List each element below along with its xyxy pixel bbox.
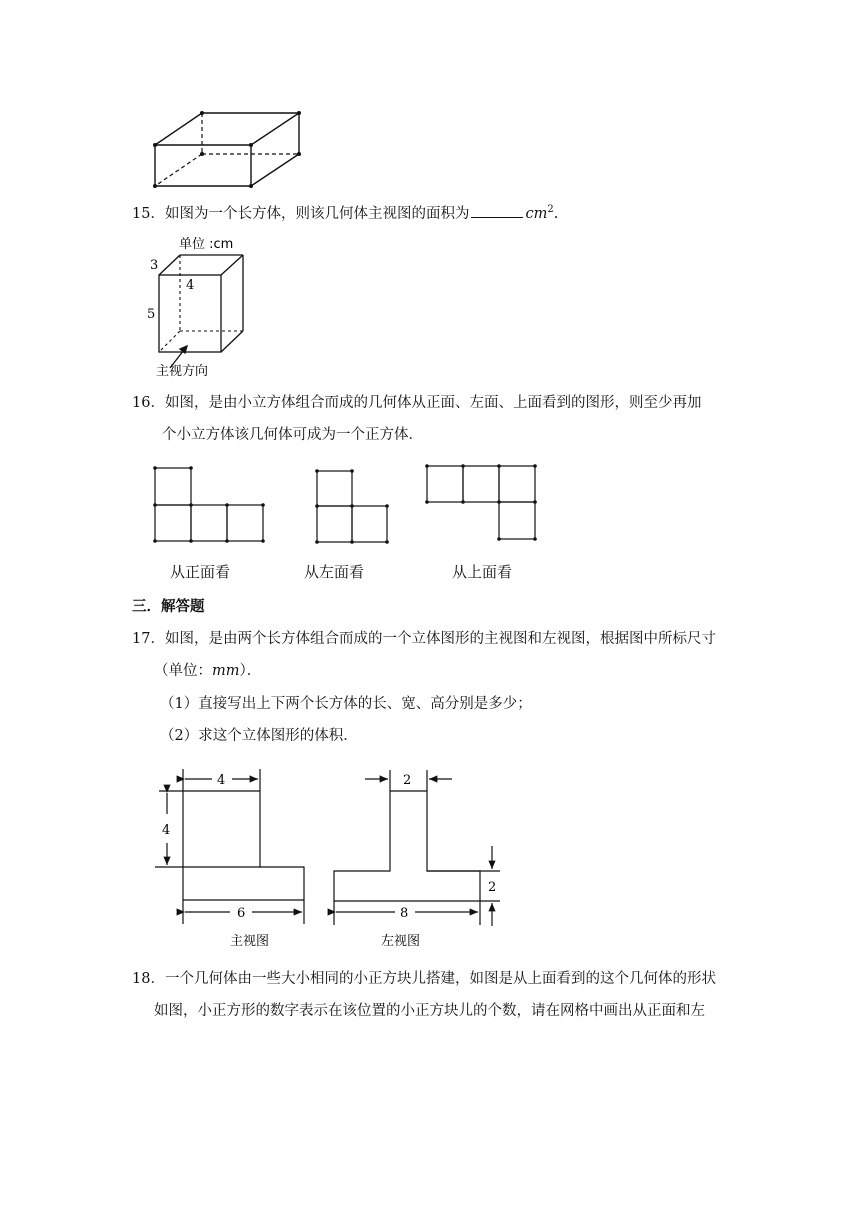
q15-dim-5: 5	[147, 307, 156, 322]
caption-main-view: 主视图	[230, 934, 270, 949]
section-title: 三．解答题	[132, 598, 205, 615]
q17-unit: mm	[212, 663, 240, 679]
front-top-width: 4	[217, 773, 226, 788]
q15-dim-3: 3	[150, 258, 159, 273]
q15-end: .	[553, 205, 559, 222]
front-bottom-width: 6	[237, 906, 246, 921]
left-base-height: 2	[488, 880, 497, 895]
q17-line2-post: ）．	[239, 663, 262, 679]
q18-line2: 如图，小正方形的数字表示在该位置的小正方块儿的个数，请在网格中画出从正面和左	[154, 1003, 705, 1019]
left-bottom-width: 8	[400, 906, 409, 921]
q15-question: 如图为一个长方体，则该几何体主视图的面积为	[164, 205, 470, 222]
q15-number: 15．	[132, 205, 165, 222]
left-top-width: 2	[403, 773, 412, 788]
caption-side-view: 左视图	[381, 934, 421, 949]
q17-text-line1: 如图，是由两个长方体组合而成的一个立体图形的主视图和左视图，根据图中所标尺寸	[164, 631, 716, 647]
caption-front-view: 从正面看	[170, 563, 231, 581]
q15-unit-power: 2	[547, 204, 554, 215]
q15-unit-label: 单位 :cm	[179, 237, 234, 252]
q16-line2: 个小立方体该几何体可成为一个正方体．	[162, 427, 423, 443]
q15-direction-label: 主视方向	[156, 364, 209, 379]
caption-top-view: 从上面看	[452, 563, 513, 581]
q16-text-line1: 如图，是由小立方体组合而成的几何体从正面、左面、上面看到的图形，则至少再加	[164, 395, 702, 411]
q15-unit: cm	[525, 205, 548, 222]
caption-left-view: 从左面看	[304, 563, 365, 581]
q18-text-line1: 一个几何体由一些大小相同的小正方块儿搭建，如图是从上面看到的这个几何体的形状	[164, 971, 716, 987]
q17-sub1: （1）直接写出上下两个长方体的长、宽、高分别是多少；	[160, 696, 532, 712]
q18-line1	[132, 969, 716, 989]
front-height: 4	[162, 823, 171, 838]
q17-number: 17．	[132, 631, 165, 647]
q17-sub2: （2）求这个立体图形的体积．	[160, 728, 358, 744]
q16-number: 16．	[132, 395, 165, 411]
q17-line2-pre: （单位：	[154, 663, 212, 679]
q15-dim-4: 4	[186, 278, 195, 293]
q18-number: 18．	[132, 971, 165, 987]
